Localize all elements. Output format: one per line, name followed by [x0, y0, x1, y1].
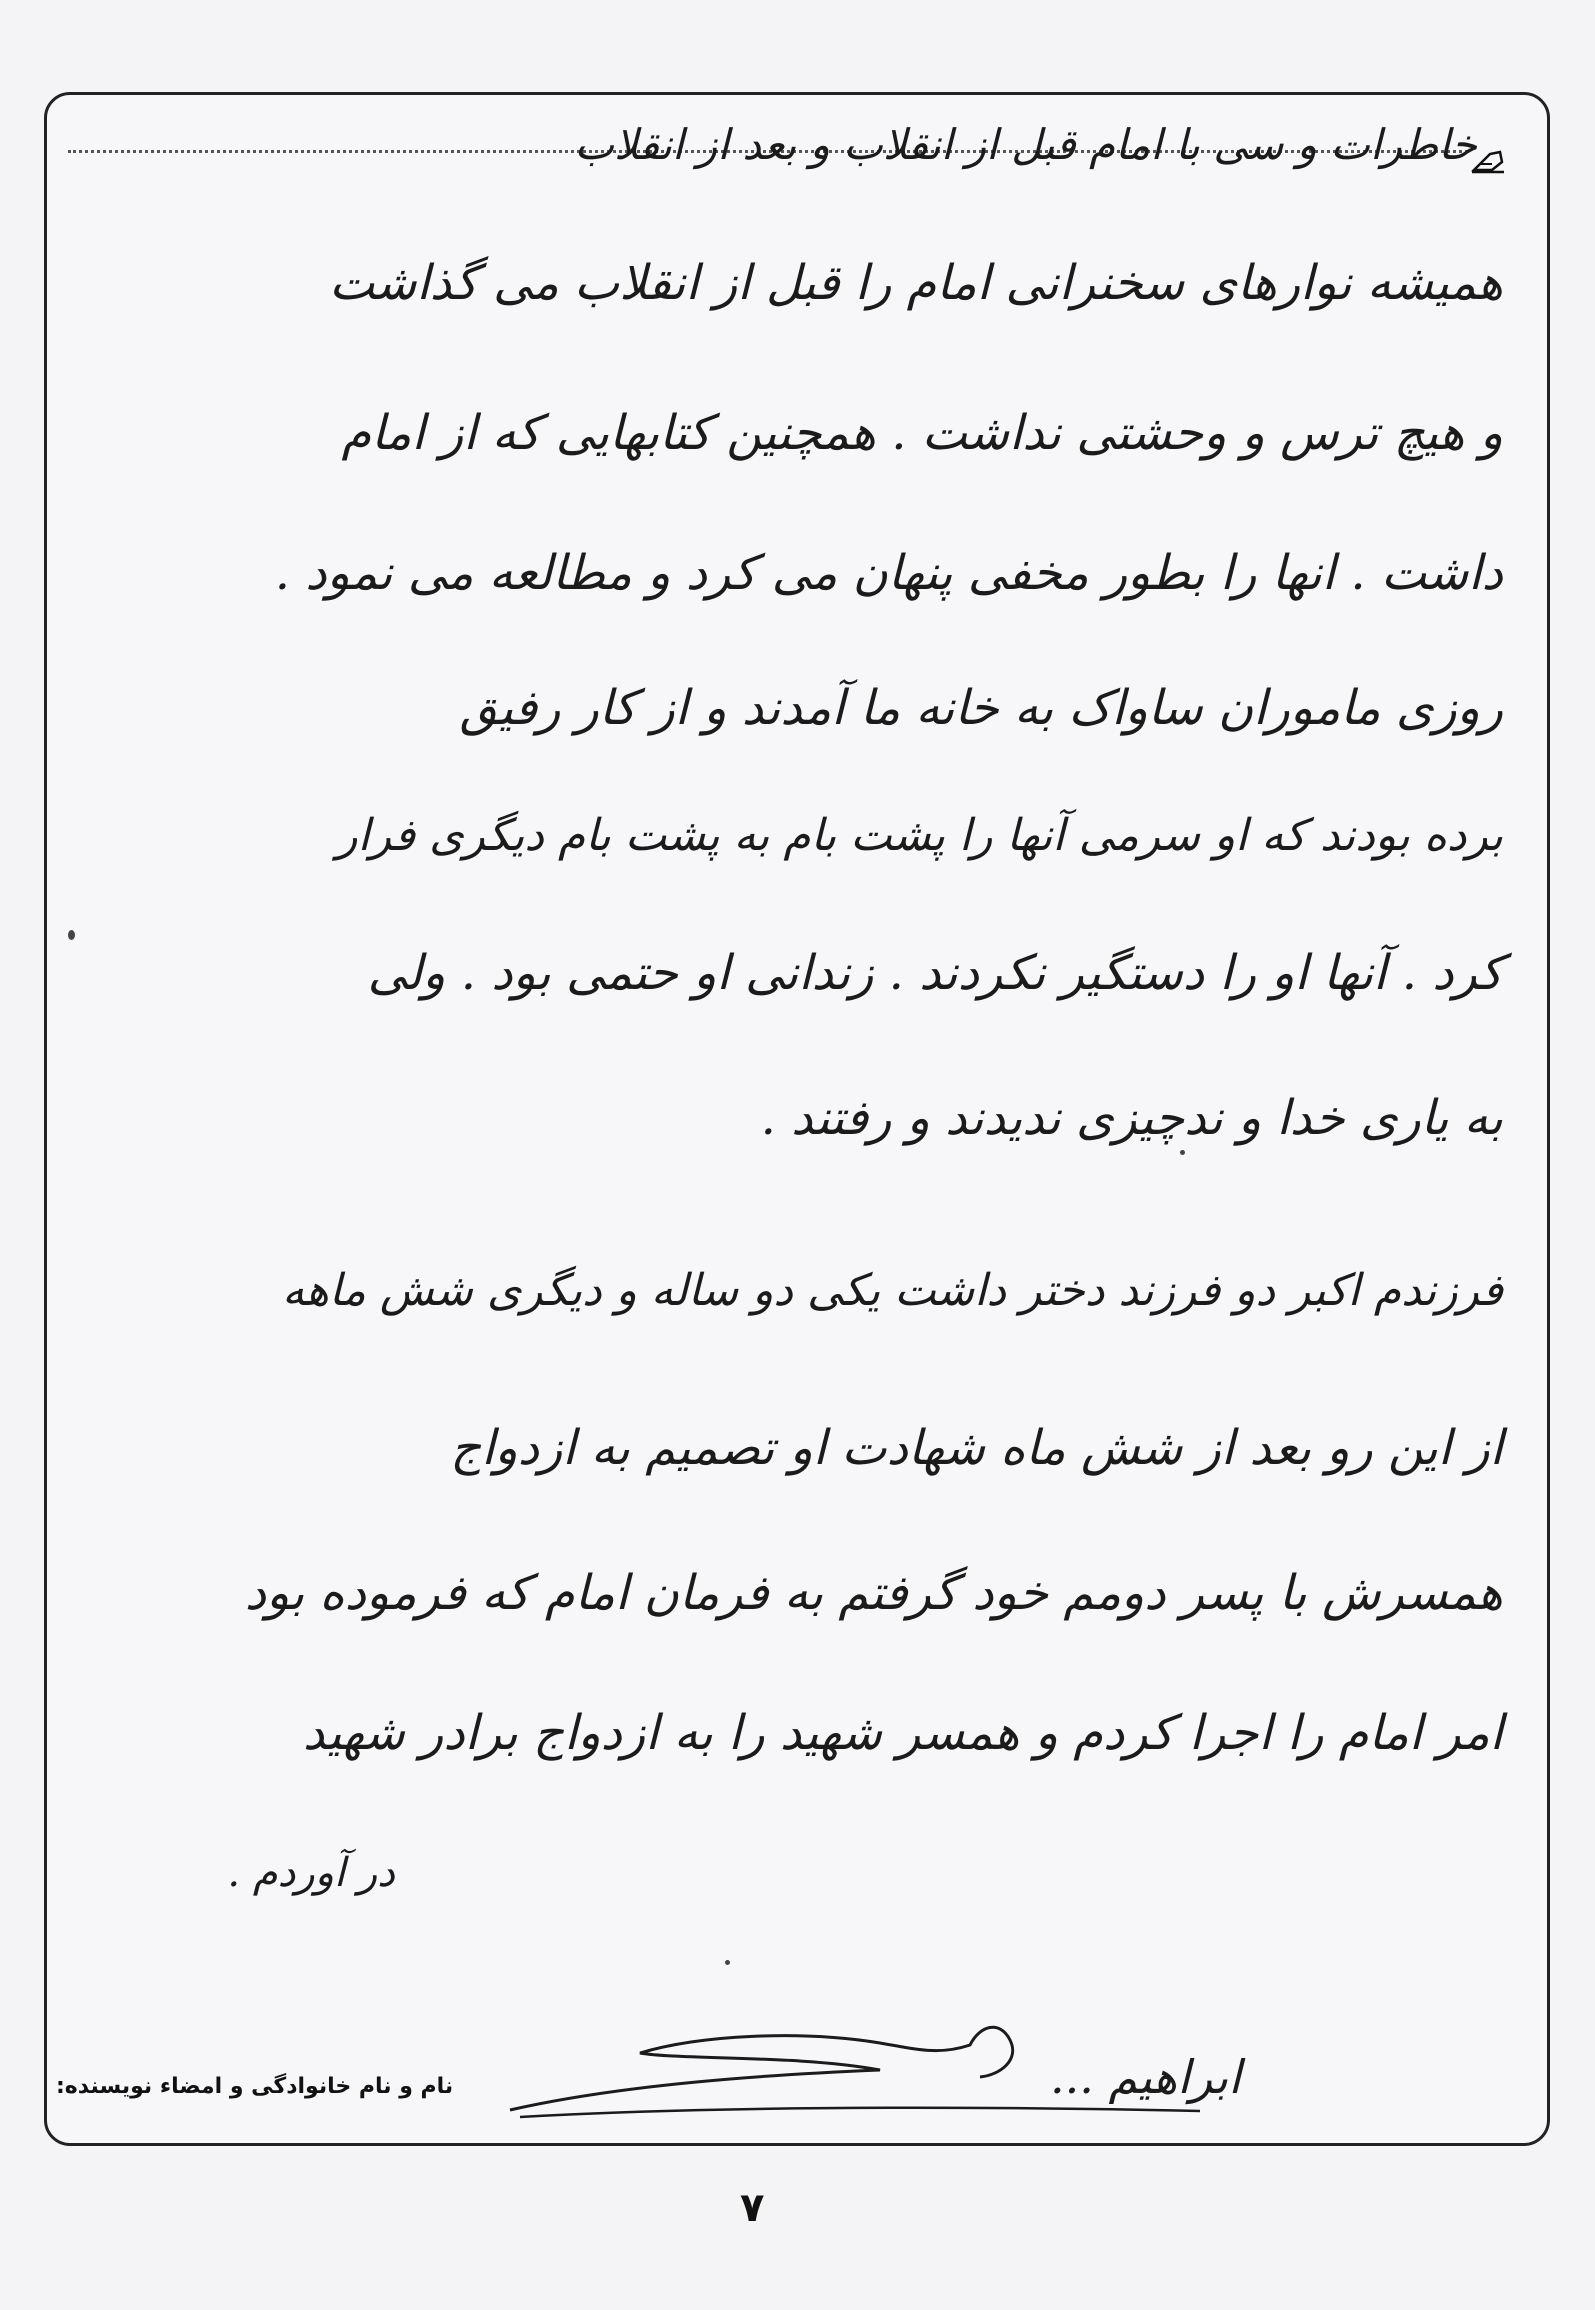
text-line-3: داشت . انها را بطور مخفی پنهان می کرد و مطالعه می نمود .	[274, 545, 1503, 601]
text-line-12: در آوردم .	[227, 1850, 395, 1896]
header-text: خاطرات و سی با امام قبل از انقلاب و بعد از انقلاب	[574, 120, 1477, 169]
signature-label: نام و نام خانوادگی و امضاء نویسنده:	[56, 2074, 454, 2099]
text-line-8: فرزندم اکبر دو فرزند دختر داشت یکی دو ساله و دیگری شش ماهه	[282, 1265, 1503, 1316]
ink-speck	[725, 1960, 730, 1965]
text-line-9: از این رو بعد از شش ماه شهادت او تصمیم به ازدواج	[450, 1420, 1503, 1476]
text-line-10: همسرش با پسر دومم خود گرفتم به فرمان امام که فرموده بود	[244, 1565, 1503, 1621]
text-line-7: به یاری خدا و ندچیزی ندیدند و رفتند .	[760, 1090, 1503, 1146]
page-number: ۷	[740, 2185, 765, 2231]
signature-name: ابراهیم ...	[1050, 2050, 1241, 2104]
text-line-1: همیشه نوارهای سخنرانی امام را قبل از انقلاب می گذاشت	[329, 255, 1503, 311]
ink-speck	[1180, 1150, 1185, 1155]
text-line-5: برده بودند که او سرمی آنها را پشت بام به پشت بام دیگری فرار	[336, 810, 1503, 861]
text-line-2: و هیچ ترس و وحشتی نداشت . همچنین کتابهایی که از امام	[341, 405, 1503, 461]
text-line-4: روزی ماموران ساواک به خانه ما آمدند و از کار رفیق	[459, 680, 1503, 736]
text-line-6: کرد . آنها او را دستگیر نکردند . زندانی او حتمی بود . ولی	[367, 945, 1503, 1001]
ink-speck	[68, 930, 75, 940]
text-line-11: امر امام را اجرا کردم و همسر شهید را به ازدواج برادر شهید	[302, 1705, 1503, 1761]
